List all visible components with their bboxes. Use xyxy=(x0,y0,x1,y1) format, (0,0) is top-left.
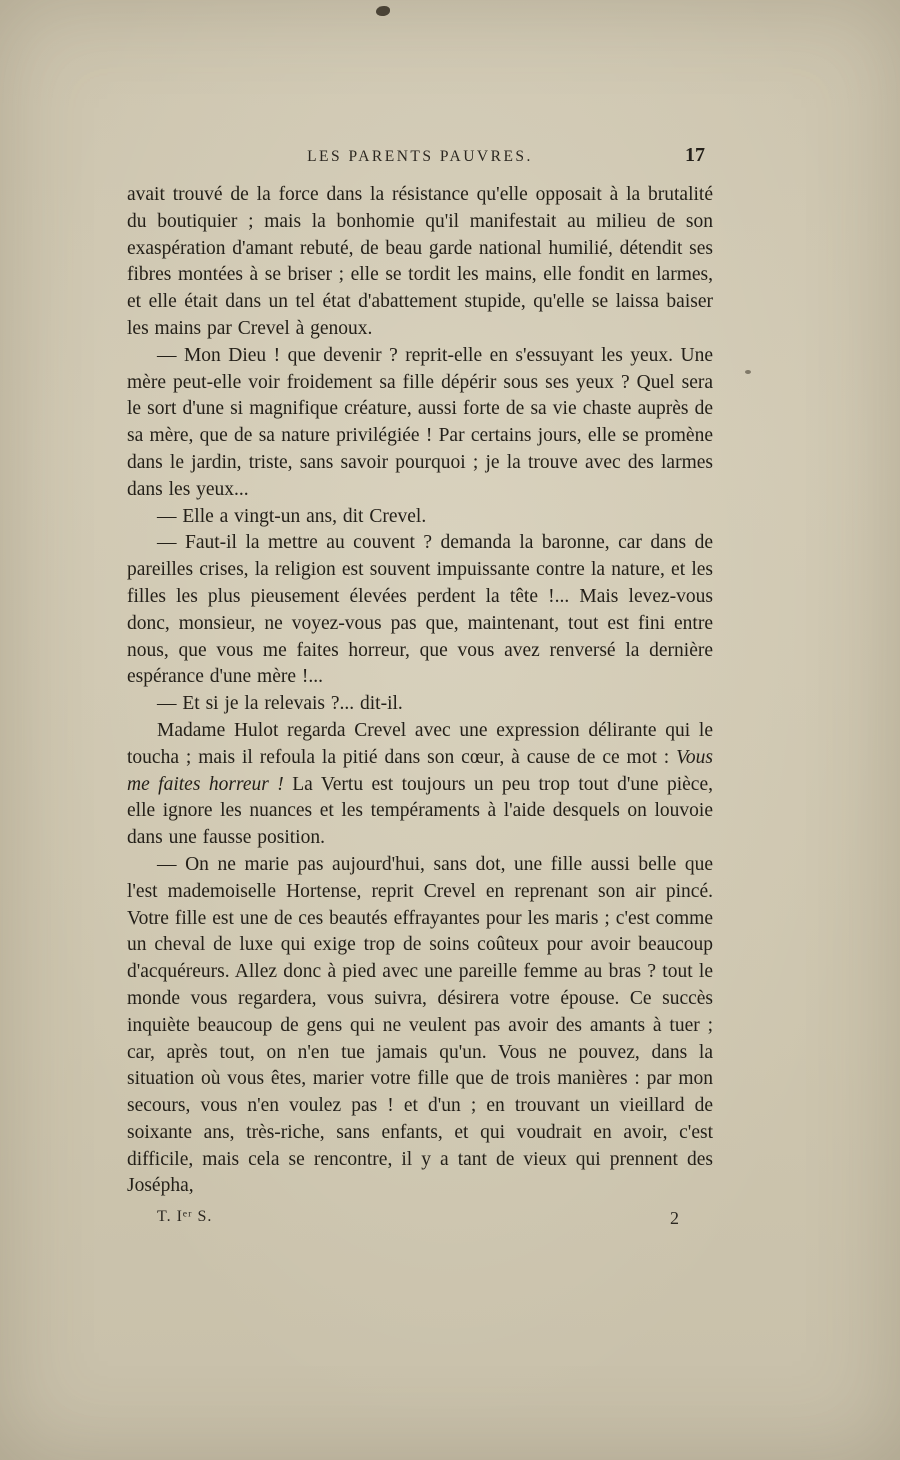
page-footer xyxy=(127,1208,713,1234)
paragraph xyxy=(127,530,713,691)
paragraph xyxy=(127,691,713,718)
text-segment: — On ne marie pas aujourd'hui, sans dot, une fille aussi belle que l'est mademoiselle Hortense, reprit Crevel en reprenant son air pincé. Votre fille est une de ces beautés effrayantes pour les maris ; c'est comme un cheval de luxe qui exige trop de soins coûteux pour avoir beaucoup d'acquéreurs. Allez donc à pied avec une pareille femme au bras ? tout le monde vous regardera, vous suivra, désirera votre épouse. Ce succès inquiète beaucoup de gens qui ne veulent pas avoir des amants à tuer ; car, après tout, on n'en tue jamais qu'un. Vous ne pouvez, dans la situation où vous êtes, marier votre fille que de trois manières : par mon secours, vous n'en voulez pas ! et d'un ; en trouvant un vieillard de soixante ans, très-riche, sans enfants, et qui voudrait en avoir, c'est difficile, mais cela se rencontre, il y a tant de vieux qui prennent des Josépha, xyxy=(127,853,713,1197)
page-header xyxy=(127,144,713,182)
paragraph xyxy=(127,718,713,852)
emphasized-text: Vous me faites horreur ! xyxy=(127,746,713,795)
paragraph xyxy=(127,852,713,1200)
text-segment: — Elle a vingt-un ans, dit Crevel. xyxy=(157,505,427,527)
paragraph xyxy=(127,343,713,504)
page-body xyxy=(127,182,713,1200)
text-segment: — Mon Dieu ! que devenir ? reprit-elle en s'essuyant les yeux. Une mère peut-elle voir froidement sa fille dépérir sous ses yeux ? Quel sera le sort d'une si magnifique créature, aussi forte de sa vie chaste auprès de sa mère, que de sa nature privilégiée ! Par certains jours, elle se promène dans le jardin, triste, sans savoir pourquoi ; je la trouve avec des larmes dans les yeux... xyxy=(127,344,713,500)
paragraph xyxy=(127,182,713,343)
text-segment: La Vertu est toujours un peu trop tout d'une pièce, elle ignore les nuances et les tempéraments à l'aide desquels on louvoie dans une fausse position. xyxy=(127,773,713,849)
text-segment: — Faut-il la mettre au couvent ? demanda la baronne, car dans de pareilles crises, la religion est souvent impuissante contre la nature, et les filles les plus pieusement élevées perdent la tête !... Mais levez-vous donc, monsieur, ne voyez-vous pas que, maintenant, tout est fini entre nous, que vous me faites horreur, que vous avez renversé la dernière espérance d'une mère !... xyxy=(127,532,713,688)
tome-signature: T. Iᵉʳ S. xyxy=(157,1208,213,1226)
scan-artifact xyxy=(745,370,751,374)
text-segment: — Et si je la relevais ?... dit-il. xyxy=(157,693,403,715)
text-segment: Madame Hulot regarda Crevel avec une expression délirante qui le toucha ; mais il refoula la pitié dans son cœur, à cause de ce mot : xyxy=(127,719,713,768)
sheet-signature-number: 2 xyxy=(670,1208,679,1229)
paragraph xyxy=(127,504,713,531)
scan-artifact xyxy=(376,6,390,16)
running-title: LES PARENTS PAUVRES. xyxy=(307,148,533,165)
text-segment: avait trouvé de la force dans la résistance qu'elle opposait à la brutalité du boutiquier ; mais la bonhomie qu'il manifestait au milieu de son exaspération d'amant rebuté, de beau garde national humilié, détendit ses fibres montées à se briser ; elle se tordit les mains, elle fondit en larmes, et elle était dans un tel état d'abattement stupide, qu'elle se laissa baiser les mains par Crevel à genoux. xyxy=(127,184,713,339)
page-content xyxy=(127,144,713,1234)
page-number: 17 xyxy=(685,144,705,166)
